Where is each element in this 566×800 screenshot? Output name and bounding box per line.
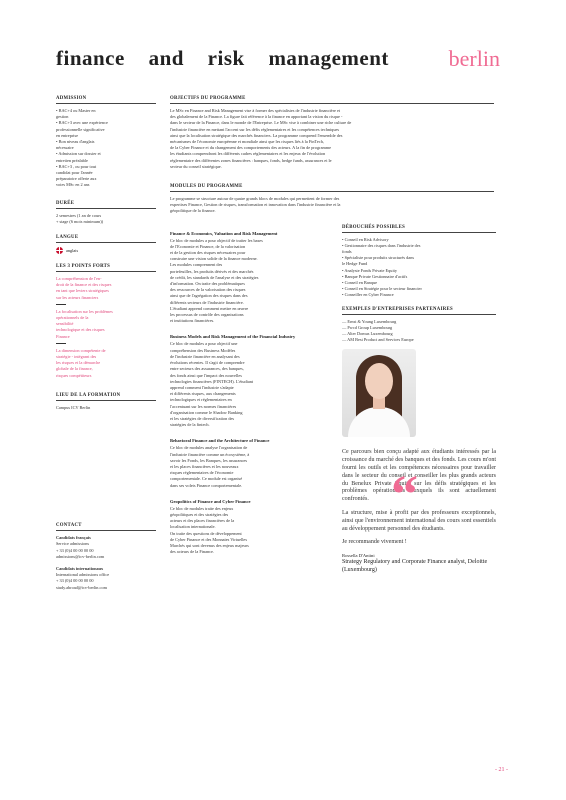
module-line: les processus de contrôle des organisations <box>170 312 244 318</box>
debouches-line: fonds <box>342 249 352 255</box>
admission-line: professionnelle significative <box>56 126 105 132</box>
point-line: sur les acteurs financiers <box>56 294 99 300</box>
divider <box>56 343 66 344</box>
module-line: d'organisation comme le Shadow Banking <box>170 409 243 415</box>
testimonial-paragraph: Je recommande vivement ! <box>342 539 407 546</box>
point-line: La compréhension de l'en- <box>56 276 102 282</box>
module-line: entre secteurs des assurances, des banques, <box>170 366 244 372</box>
testimonial-text <box>342 449 496 547</box>
module-line: technologies financières (FINTECH). L'étudiant <box>170 378 254 384</box>
debouches-line: • Conseil en Banque <box>342 280 378 286</box>
contact-email[interactable]: study.abroad@icv-berlin.com <box>56 584 107 590</box>
exemples-line: — Alter Domus Luxembourg <box>342 331 393 337</box>
admission-line: • BAC+4 ou Master en <box>56 108 96 113</box>
point-line: technologique et des risques <box>56 327 105 333</box>
objectifs-line: l'industrie financière en mettant l'accent sur les défis réglementaires et les compétences techniques <box>170 126 340 132</box>
point-line: stratégie - intégrant des <box>56 354 97 360</box>
module-line: et institutions financières. <box>170 318 215 324</box>
langue-heading: LANGUE <box>56 235 156 243</box>
duree-line: 2 semestres (1 an de cours <box>56 212 102 218</box>
objectifs-heading: OBJECTIFS DU PROGRAMME <box>170 96 494 104</box>
module-line: L'étudiant apprend comment mettre en œuvre <box>170 305 249 311</box>
contact-name: Candidats français <box>56 535 91 541</box>
exemples-line: — Pwcd Group Luxembourg <box>342 324 393 330</box>
admission-line: nécessaire <box>56 145 74 151</box>
objectifs-line: réglementaire des différentes zones financières : banques, fonds, hedge funds, assurances et le <box>170 157 332 163</box>
testimonial-photo <box>342 349 416 437</box>
admission-line: candidat pour l'année <box>56 170 93 176</box>
modules-intro-line: géopolitique de la finance. <box>170 208 216 214</box>
module-line: des ressources de la valorisation des risques <box>170 287 246 293</box>
contact-phone: + 33 (0)4 00 00 00 00 <box>56 578 94 584</box>
contact-email[interactable]: admissions@icv-berlin.com <box>56 553 105 559</box>
lieu-heading: LIEU DE LA FORMATION <box>56 393 156 401</box>
module-text <box>170 238 328 325</box>
module-text <box>170 445 328 488</box>
point-line: globale de la finance, <box>56 366 93 372</box>
module-line: de crédit, les standards de l'analyse et des stratégies <box>170 274 259 280</box>
exemples-heading: EXEMPLES D'ENTREPRISES PARTENAIRES <box>342 307 496 315</box>
debouches-heading: DÉBOUCHÉS POSSIBLES <box>342 225 496 233</box>
debouches-text <box>342 237 496 299</box>
points-heading: LES 3 POINTS FORTS <box>56 264 156 272</box>
module-line: de Cyber Finance et des Monnaies Virtuelles <box>170 536 247 542</box>
module-line: acteurs et des places financières de la <box>170 518 235 524</box>
objectifs-line: de la Cyber Finance et du changement des comportements des acteurs. A la fin de programme <box>170 145 332 151</box>
debouches-line: le Hedge Fund <box>342 261 368 267</box>
page-title <box>56 46 516 72</box>
module-line: savoir les Fonds, les Banques, les assurances <box>170 457 248 463</box>
admission-text <box>56 108 156 189</box>
module-line: stratégies de la fintech. <box>170 422 210 428</box>
quote-mark-icon: “ <box>391 464 418 524</box>
author-role: Strategy Regulatory and Corporate Finance analyst, Deloitte (Luxembourg) <box>342 559 488 573</box>
left-column <box>56 96 156 591</box>
debouches-line: • Conseil en Risk Advisory <box>342 236 389 242</box>
point-line: opérationnels de la <box>56 315 89 321</box>
point-1 <box>56 276 156 301</box>
module-line: l'accentuant sur les normes financières <box>170 403 237 409</box>
exemples-line: — Ernst & Young Luxembourg <box>342 318 397 324</box>
module-line: et les places financières et les nouveaux <box>170 463 239 469</box>
contact-block-intl <box>56 566 156 591</box>
module-line: de l'industrie financière en analysant des <box>170 353 240 359</box>
contact-heading: CONTACT <box>56 523 156 531</box>
title-main: finance and risk management <box>56 46 389 70</box>
module-line: évolutions récentes. Il s'agit de comprendre <box>170 360 245 366</box>
objectifs-line: dans le secteur de la Finance, dans le monde de l'Entreprise. Le MSc vise à combiner une riche culture de <box>170 120 352 126</box>
point-line: sensibilité <box>56 321 74 327</box>
module-line: et de la gestion des risques nécessaires pour <box>170 250 246 256</box>
objectifs-line: des globalement de la Finance. La figure fait référence à la finance en apportant la vision du risque - <box>170 114 343 120</box>
divider <box>56 304 66 305</box>
admission-line: gestion <box>56 114 69 120</box>
admission-line: • Admission sur dossier et <box>56 151 101 157</box>
module-line: comportementale. Ce module est organisé <box>170 476 243 482</box>
module-line: Ce bloc de modules analyse l'organisation de <box>170 445 248 451</box>
debouches-line: • Banque Private Gestionnaire d'actifs <box>342 273 408 279</box>
modules-columns <box>170 225 496 575</box>
admission-line: • BAC+3 , ou pour tout <box>56 163 97 169</box>
testimonial-paragraph: La structure, mise à profit par des professeurs exceptionnels, ainsi que l'environnement international des cours sont essentiels au développement personnel des étudiants. <box>342 510 496 532</box>
objectifs-line: mécanismes de l'économie européenne et mondiale ainsi que les risques liés à la FinTech, <box>170 139 324 145</box>
module-text <box>170 341 328 428</box>
admission-line: • Bon niveau d'anglais <box>56 139 95 145</box>
module-line: Ce bloc de modules a pour objectif de traiter les bases <box>170 237 263 243</box>
objectifs-line: Le MSc en Finance and Risk Management vise à former des spécialistes de l'industrie financière et <box>170 108 341 113</box>
module-line: apprend comment l'industrie s'adapte <box>170 384 234 390</box>
point-line: La focalisation sur les problèmes <box>56 308 113 314</box>
contact-name: Candidats internationaux <box>56 565 104 571</box>
objectifs-text <box>170 108 496 170</box>
contact-line: Service admissions <box>56 541 90 547</box>
exemples-text <box>342 319 496 344</box>
author-name: Rossella D'Antini <box>342 553 375 559</box>
point-line: droit de la finance et des risques <box>56 282 112 288</box>
module-line: et les stratégies de diversification des <box>170 415 235 421</box>
admission-line: voies MSc en 2 ans <box>56 182 90 188</box>
modules-heading: MODULES DU PROGRAMME <box>170 184 494 192</box>
langue-value: anglais <box>66 248 79 254</box>
module-line: compréhension des Business Modèles <box>170 347 236 353</box>
duree-line: + stage (6 mois minimum)) <box>56 218 104 224</box>
point-3 <box>56 348 156 379</box>
module-title: Geopolitics of Finance and Cyber Finance <box>170 498 251 504</box>
module-line: géopolitiques et des stratégies des <box>170 511 229 517</box>
point-line: en tant que leviers stratégiques <box>56 288 109 294</box>
objectifs-line: les étudiants comprendront les différents cadres réglementaires et les enjeux de l'évolution <box>170 151 326 157</box>
module-line: On traite des questions de développement <box>170 530 242 536</box>
uk-flag-icon <box>56 247 63 254</box>
module-title: Finance & Economics, Valuation and Risk Management <box>170 230 278 236</box>
module-line: de l'Economie et Finance, de la valorisation <box>170 243 246 249</box>
duree-text <box>56 213 156 225</box>
exemples-line: — AM Best Product and Services Europe <box>342 337 414 343</box>
debouches-line: • Conseil en Stratégie pour le secteur financier <box>342 286 422 292</box>
module-line: localisation internationale. <box>170 524 216 530</box>
debouches-line: • Conseiller en Cyber Finance <box>342 292 394 298</box>
module-title: Behavioral Finance and the Architecture of Finance <box>170 438 270 444</box>
module-line: Les modules comprennent des <box>170 262 223 268</box>
module-line: dans ses volets Finance comportementale. <box>170 482 243 488</box>
debouches-line: • Analyste Fonds Private Equity <box>342 267 397 273</box>
page-number: - 21 - <box>495 767 508 773</box>
contact-phone: + 33 (0)4 00 00 00 00 <box>56 547 94 553</box>
testimonial-paragraph: Ce parcours bien conçu adapté aux étudiants intéressés par la croissance du marché des banques et des fonds. Les cours m'ont fourni les outils et les compétences nécessaires pour travailler dans le secteur du conseil et conseiller les plus grands acteurs du Benelux Private Equity sur les défis stratégiques et les problèmes opérationnels auxquels ils sont actuellement confrontés. <box>342 449 496 503</box>
module-line: différents secteurs de l'industrie financière. <box>170 299 244 305</box>
objectifs-line: ainsi que la localisation stratégique des marchés financiers. La programme comprend l'ensemble des <box>170 132 343 138</box>
module-line: construire une vision solide de la finance moderne. <box>170 256 258 262</box>
modules-intro-line: Le programme se structure autour de quatre grands blocs de modules qui permettent de former des <box>170 196 340 202</box>
testimonial-author <box>342 553 496 574</box>
admission-line: en entreprise <box>56 132 79 138</box>
point-2 <box>56 309 156 340</box>
admission-line: entretien préalable <box>56 157 88 163</box>
module-line: portefeuilles, les produits dérivés et des marchés <box>170 268 254 274</box>
lieu-value: Campus ICV Berlin <box>56 404 91 410</box>
module-line: ainsi que de l'agrégation des risques dans des <box>170 293 248 299</box>
title-city: berlin <box>448 46 500 71</box>
module-line: risques réglementaires de l'économie <box>170 470 234 476</box>
objectifs-line: secteur du conseil stratégique. <box>170 163 222 169</box>
contact-line: International admissions office <box>56 572 110 578</box>
modules-intro-line: expertises Finance, Gestion de risques, transformation et innovation dans l'industrie financière et la <box>170 202 341 208</box>
modules-intro <box>170 196 496 215</box>
contact-block-fr <box>56 535 156 560</box>
modules-blocks <box>170 225 328 575</box>
module-line: Ce bloc de modules a pour objectif une <box>170 341 238 347</box>
module-line: des acteurs de la Finance. <box>170 549 215 555</box>
right-column <box>342 225 496 575</box>
duree-heading: DURÉE <box>56 201 156 209</box>
module-line: des fonds ainsi que l'impact des nouvelles <box>170 372 242 378</box>
point-line: risques compétiteurs <box>56 372 92 378</box>
module-line: Ce bloc de modules traite des enjeux <box>170 505 234 511</box>
admission-heading: ADMISSION <box>56 96 156 104</box>
point-line: les risques et la démarche <box>56 360 101 366</box>
point-line: Finance <box>56 333 70 339</box>
debouches-line: • Spécialiste pour produits structurés dans <box>342 255 415 261</box>
module-text <box>170 506 328 556</box>
main-column <box>170 96 496 574</box>
module-line: et différents risques, aux changements <box>170 391 236 397</box>
debouches-line: • Gestionnaire des risques dans l'industrie des <box>342 242 421 248</box>
module-title: Business Models and Risk Management of the Financial Industry <box>170 334 296 340</box>
admission-line: préparatoire offerte aux <box>56 176 97 182</box>
module-line: technologiques et réglementaires en <box>170 397 232 403</box>
module-line: d'information. On traite des problématiques <box>170 281 245 287</box>
point-line: La dimension compétente de <box>56 347 106 353</box>
admission-line: • BAC+3 avec une expérience <box>56 120 108 126</box>
module-line: l'industrie financière comme un écosystème, à <box>170 451 250 457</box>
module-line: Marchés qui sont devenus des enjeux majeurs <box>170 542 249 548</box>
langue-row <box>56 247 156 254</box>
